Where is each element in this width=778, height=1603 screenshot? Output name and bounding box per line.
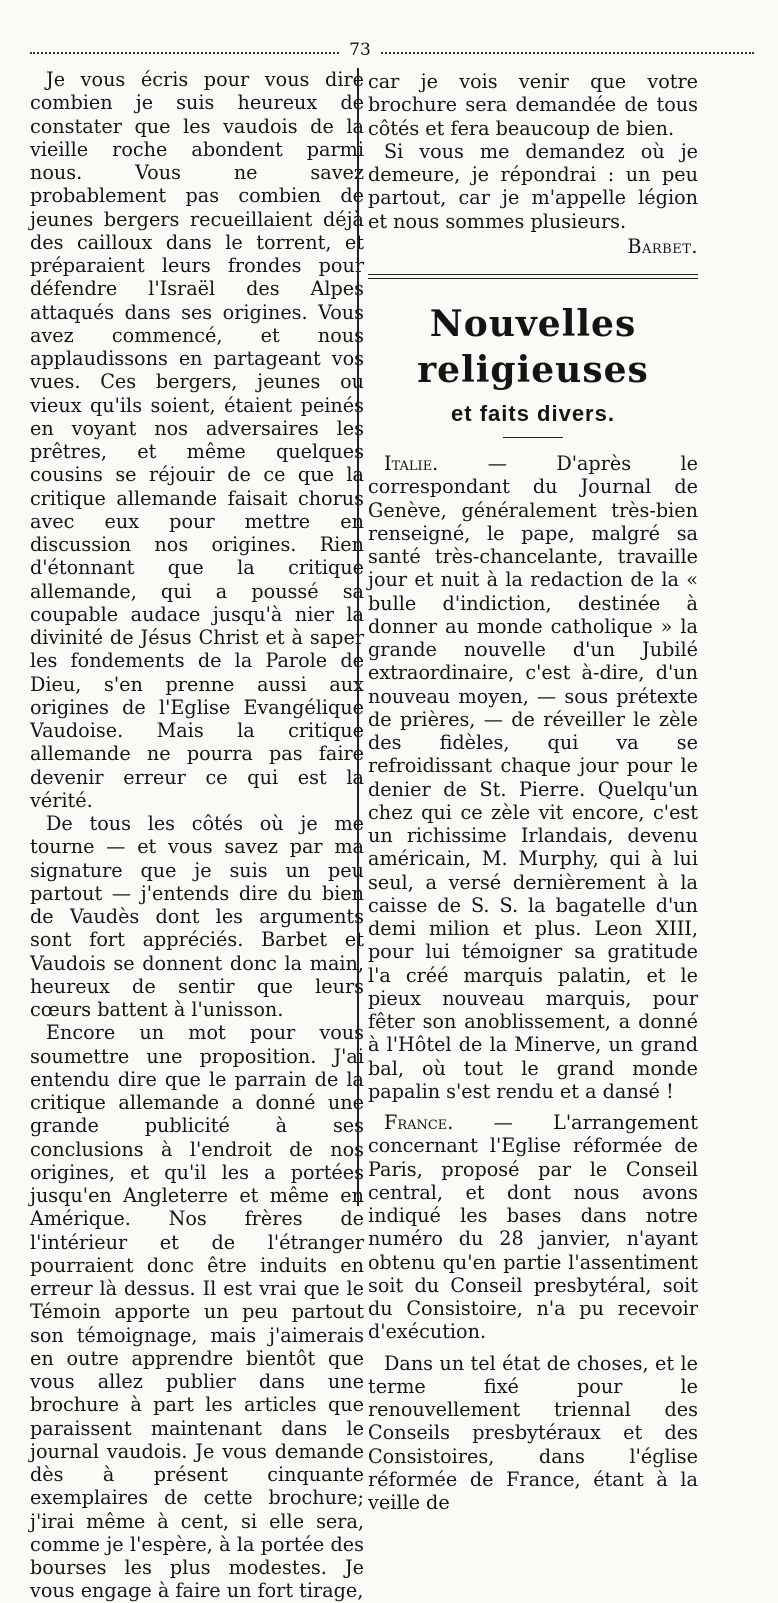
letter-paragraph-2: De tous les côtés où je me tourne — et vous savez par ma signature que je suis un peu partout — j'entends dire du bien de Vaudès dont les arguments sont fort appréciés. Barbet et Vaudois se donnent donc la main, heureux de sentir que leurs cœurs battent à l'unisson. [30,812,364,1021]
right-column [368,70,698,1514]
news-text: — L'arrangement concernant l'Eglise réformée de Paris, proposé par le Conseil central, et dont nous avons indiqué les bases dans notre numéro du 28 janvier, n'ayant obtenu qu'en partie l'assentiment soit du Conseil presbytéral, soit du Consistoire, n'a pu recevoir d'exécution. [368,1111,698,1344]
column-separator [357,68,359,1206]
letter-paragraph-4: car je vois venir que votre brochure sera demandée de tous côtés et fera beaucoup de bien. [368,70,698,140]
section-title: Nouvelles religieuses [417,303,649,391]
news-text: — D'après le correspondant du Journal de Genève, généralement très-bien renseigné, le pape, malgré sa santé très-chancelante, travaille jour et nuit à la redaction de la « bulle d'indiction, destinée à donner au monde catholique » la grande nouvelle d'un Jubilé extraordinaire, c'est à-dire, d'un nouveau moyen, — sous prétexte de prières, — de réveiller le zèle des fidèles, qui va se refroidissant chaque jour pour le denier de St. Pierre. Quelqu'un chez qui ce zèle vit encore, c'est un richissime Irlandais, devenu américain, M. Murphy, qui à lui seul, a versé dernièrement à la caisse de S. S. la bagatelle d'un demi milion et plus. Leon XIII, pour lui témoigner sa gratitude l'a créé marquis palatin, et le pieux nouveau marquis, pour fêter son anoblissement, a donné à l'Hôtel de la Minerve, un grand bal, où tout le grand monde papalin s'est rendu et a dansé ! [368,452,698,1103]
page-number: 73 [340,40,380,60]
letter-paragraph-5: Si vous me demandez où je demeure, je répondrai : un peu partout, car je m'appelle légion et nous sommes plusieurs. [368,139,698,233]
news-country: France. [384,1111,454,1134]
header-rule [30,52,754,54]
letter-paragraph-1: Je vous écris pour vous dire combien je suis heureux de constater que les vaudois de la vieille roche abondent parmi nous. Vous ne savez probablement pas combien de jeunes bergers recueillaient déjà des cailloux dans le torrent, et préparaient leurs frondes pour défendre l'Israël des Alpes attaqués dans ses origines. Vous avez commencé, et nous applaudissons en partageant vos vues. Ces bergers, jeunes ou vieux qu'ils soient, étaient peinés en voyant nos adversaires les prêtres, et même quelques cousins se réjouir de ce que la critique allemande faisait chorus avec eux pour mettre en discussion nos origines. Rien d'étonnant que la critique allemande, qui a poussé sa coupable audace jusqu'à nier la divinité de Jésus Christ et à saper les fondements de la Parole de Dieu, s'en prenne aussi aux origines de l'Eglise Evangélique Vaudoise. Mais la critique allemande ne pourra pas faire devenir erreur ce qui est la vérité. [30,68,364,812]
news-item-italie [368,452,698,1103]
section-divider [368,274,698,279]
left-column [30,68,364,1603]
news-country: Italie. [384,452,439,475]
letter-paragraph-3: Encore un mot pour vous soumettre une proposition. J'ai entendu dire que le parrain de la critique allemande a donné une grande publicité à ses conclusions à l'endroit de nos origines, et qu'il les a portées jusqu'en Angleterre et même en Amérique. Nos frères de l'intérieur et de l'étranger pourraient donc être induits en erreur là dessus. Il est vrai que le Témoin apporte un peu partout son témoignage, mais j'aimerais en outre apprendre bientôt que vous allez publier dans une brochure à part les articles que paraissent maintenant dans le journal vaudois. Je vous demande dès à présent cinquante exemplaires de cette brochure; j'irai même à cent, si elle sera, comme je l'espère, à la portée des bourses les plus modestes. Je vous engage à faire un fort tirage, [30,1021,364,1603]
news-item-france [368,1111,698,1344]
section-subtitle: et faits divers. [451,401,615,426]
subtitle-rule [503,437,563,438]
signature: Barbet. [627,234,698,258]
closing-paragraph: Dans un tel état de choses, et le terme fixé pour le renouvellement triennal des Conseils presbytéraux et des Consistoires, dans l'église réformée de France, étant à la veille de [368,1351,698,1514]
